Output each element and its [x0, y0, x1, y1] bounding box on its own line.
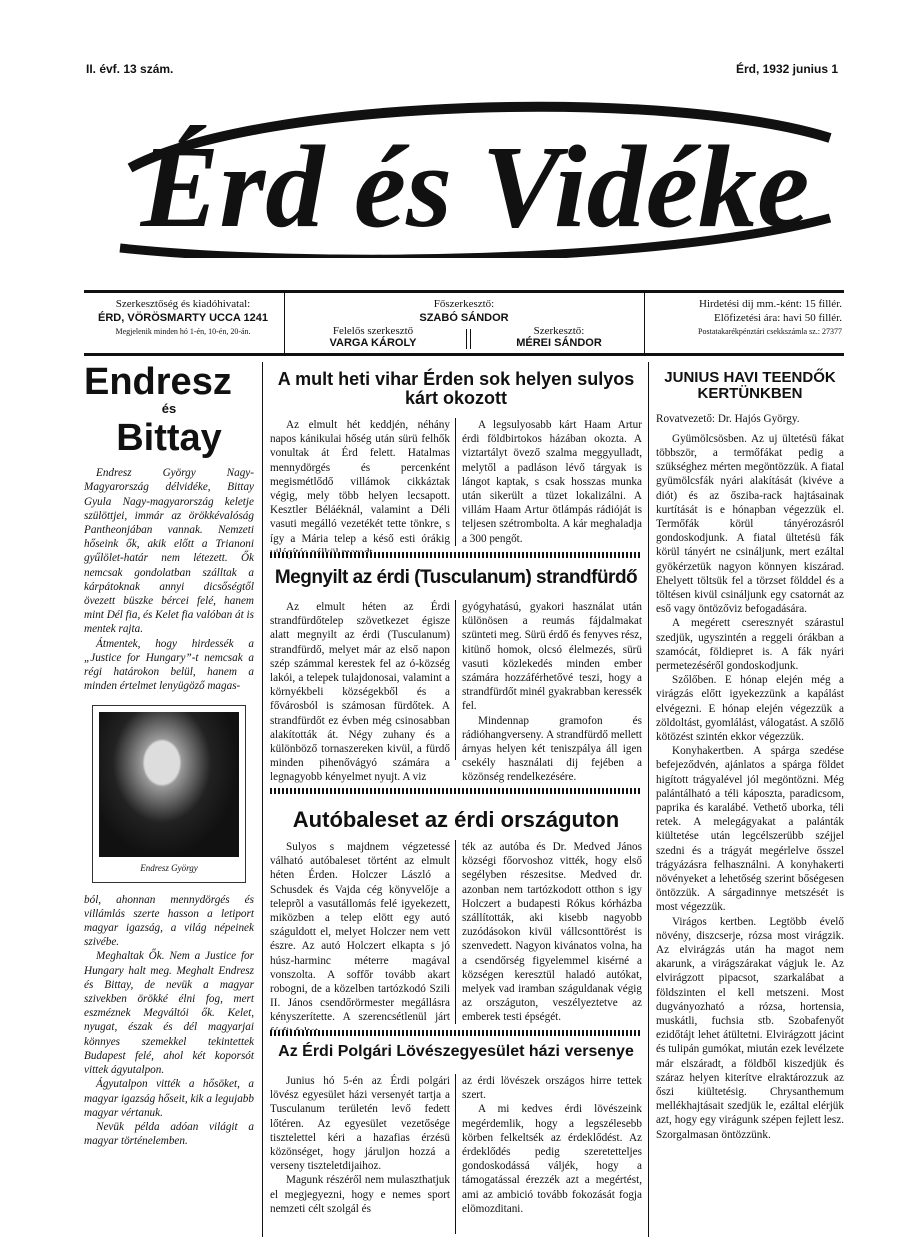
divider	[270, 552, 642, 558]
editor-name: MÉREI SÁNDOR	[516, 337, 602, 349]
photo-caption: Endresz György	[140, 863, 198, 874]
paragraph: Junius hó 5-én az Érdi polgári lövész egyesület házi versenyét tartja a Tusculanum területén levő fedett lőtéren. Az egyesület vezetősége tisztelettel kéri a hazafias érzésü közönséget, hogy járuljon hozzá a verseny tiszteletdijaihoz.	[270, 1075, 450, 1173]
headline-es: és	[161, 401, 177, 416]
paragraph: Endresz György Nagy-Magyarország délvidéke, Bittay Gyula Nagy-magyarország keletje szülöttjei, immár az örökkévalóság Pantheonjában vannak. Nemzeti hőseink ők, akik előtt a Trianoni gyűlölet-határ nem létezett. Ők nemcsak gondolatban szálltak a kárpátoknak annyi dicsőségtől övezett büszke bércei felé, hanem mint Dél fia, és Kelet fia valóban át is mentek rajta.	[84, 467, 254, 636]
article-strand-col2	[462, 600, 642, 785]
divider	[270, 788, 642, 794]
responsible-editor-label: Felelős szerkesztő	[332, 325, 414, 337]
paragraph: A megérett cseresznyét szárastul szedjük, ugyszintén a reggeli órákban a szamócát, földiepret is. A fák nyári permetezéséről gondoskodjunk.	[656, 617, 844, 672]
chief-editor-name: SZABÓ SÁNDOR	[419, 312, 509, 324]
column-endresz-bittay	[84, 362, 254, 1148]
headline-endresz: Endresz	[84, 361, 232, 403]
masthead-logo	[110, 98, 840, 258]
portrait-image	[99, 712, 239, 857]
office-label: Szerkesztőség és kiadóhivatal:	[115, 298, 251, 310]
paragraph: Virágos kertben. Legtöbb évelő növény, diszcserje, rózsa most virágzik. Az elvirágzás után ha magot nem akarunk, a virágszárakat vágjuk le. Az elvirágzott pipacsot, szarkalábat a földszinten el kell metszeni. Most dugványozható a rózsa, hortensia, muskátli, fuchsia stb. Szobafenyőt ezidőtájt lehet átültetni. Elvirágzott jácint és tulipán gumókat, miután ezek levélzete már elszáradt, a földből kiszedjük és száraz helyen kiterítve elraktározzuk az őszi kiültetésig. Chrysanthemum mellékhajtásait szedjük le, ezáltal elérjük azt, hogy egy virágunk szépen fejlett lesz. Szorgalmasan öntözzünk.	[656, 915, 844, 1141]
byline: Rovatvezető: Dr. Hajós György.	[656, 412, 800, 425]
column-kerti-teendok	[656, 362, 844, 1142]
paragraph: Átmentek, hogy hirdessék a „Justice for Hungary”-t nemcsak a régi határokon belül, hanem a minden értelmet lenyügöző magas-	[84, 637, 254, 693]
headline-kert: JUNIUS HAVI TEENDŐK KERTÜNKBEN	[664, 369, 836, 402]
article-auto-col1	[270, 840, 450, 1039]
paragraph: A legsulyosabb kárt Haam Artur érdi földbirtokos házában okozta. A viztartályt övező szalma meggyulladt, melytől a padláson lévő tárgyak is lángot kaptak, s csak hosszas munka után sikerült a tüzet lokalizálni. A villám Haam Artur ötlámpás rádióját is teljesen szétrombolta. A kár meghaladja a 300 pengőt.	[462, 419, 642, 545]
headline-vihar: A mult heti vihar Érden sok helyen sulyos kárt okozott	[277, 369, 635, 408]
chief-editor-label: Főszerkesztő:	[433, 298, 495, 310]
paragraph: Nevük példa adóan világit a magyar történelemben.	[84, 1120, 254, 1148]
issue-date: Érd, 1932 junius 1	[735, 62, 838, 76]
masthead	[110, 98, 840, 258]
article-vihar-col1	[270, 418, 450, 560]
paragraph: ték az autóba és Dr. Medved János községi főorvoshoz vitték, hogy első segélyben részesitse. Medved dr. azonban nem tartózkodott otthon s igy Holczert a budapesti Rókus kórházba szállították, aki kisebb nagyobb zuzódásokon kivül vállcsonttörést is szenvedett. Nagyon kivánatos volna, ha a csendőrség figyelemmel kisérné a községen keresztül haladó autókat, melyek vad iramban száguldanak végig az országuton, veszélyeztetve az emberek testi épségét.	[462, 841, 642, 1024]
issue-number: II. évf. 13 szám.	[86, 62, 174, 76]
article-lovesz-col2	[462, 1074, 642, 1216]
paragraph: Szőlőben. E hónap elején még a virágzás előtt igyekezzünk a kapálást elvégezni. E hónap elején végezzük a zöldoltást, gyomlálást, válogatást. A szőlő kötözést szintén ekkor végezzük.	[656, 674, 844, 743]
editor-label: Szerkesztő:	[533, 325, 585, 337]
paragraph: Sulyos s majdnem végzetessé válható autóbaleset történt az elmult héten Érden. Holczer László a Schusdek és Vajda cég könyvelője a teleprõl a vasutállomás felé igyekezett, miközben a telep elött egy autó száguldott el, melyet Holczer nem vett észre. Az autó Holczert elkapta s jó húsz-harminc méterre magával vonszolta. A soffőr tovább akart robogni, de a közelben tartózkodó Szili II. János csendőrörmester megállásra kényszerítette. A szerencsétlenül járt	[270, 841, 450, 1024]
headline-loveszegyesulet: Az Érdi Polgári Lövészegyesület házi versenye	[278, 1043, 634, 1060]
paragraph: Az elmult hét keddjén, néhány napos kánikulai hőség után sürü felhők vonultak át Érd felett. Hatalmas mennydörgés és percenként megismétlődő villámok cikkáztak végig, mely több helyen lecsapott. Kesztler Béláéknál, valamint a Déli vasuti megálló vezetékét tette tönkre, s így a Mária telep a késő esti órákig	[270, 419, 450, 545]
paragraph: Ágyutalpon vitték a hősöket, a magyar igazság hőseit, kik a legujabb magyar vértanuk.	[84, 1078, 254, 1119]
masthead-title: Érd és Vidéke	[140, 121, 810, 252]
paragraph: Konyhakertben. A spárga szedése befejeződvén, ajánlatos a spárga földet higított trágyalével jól megöntözni. Még palántálható a téli káposzta, paradicsom, paprika és karalábé. Vethető uborka, téli retek. A melegágyakat a palánták kiültetése után legcélszerübb széjjel szedni és a trágyát megérlelve ősszel trágyázásra felhasználni. A konyhakerti növényeket a lehetőség szerint bőségesen öntözzük. A sárgadinnye metszését is most végezzük.	[656, 745, 844, 914]
article-vihar-col2	[462, 418, 642, 546]
headline-autobaleset: Autóbaleset az érdi országuton	[292, 807, 620, 832]
paragraph: gyógyhatású, gyakori használat után különösen a reumás fájdalmakat szünteti meg. Sürü érdő és fenyves rész, kitünő homok, olcsó élelmezés, sürü vasuti közlekedés minden ember számára hozzáférhetővé teszi, hogy a strandfürdőt minél gyakrabban keressék fel.	[462, 601, 642, 713]
postal-account: Postatakarékpénztári csekkszámla sz.: 27377	[698, 327, 842, 336]
article-lovesz-col1	[270, 1074, 450, 1216]
portrait-photo	[92, 705, 246, 882]
issue-line	[86, 62, 838, 76]
paragraph: az érdi lövészek országos hirre tettek szert.	[462, 1075, 642, 1102]
divider	[270, 1030, 642, 1036]
headline-bittay: Bittay	[116, 417, 222, 460]
paragraph: Magunk részéről nem mulaszthatjuk el megjegyezni, hogy e nemes sport nemzeti célt szolgál és	[270, 1174, 450, 1215]
paragraph: Mindennap gramofon és rádióhangverseny. A strandfürdő mellett árnyas helyen két teniszpálya áll igen csekély használati dij fejében a közönség rendelkezésére.	[462, 714, 642, 784]
subscription-price: Előfizetési ára: havi 50 fillér.	[714, 312, 842, 324]
article-auto-col2	[462, 840, 642, 1025]
responsible-editor-name: VARGA KÁROLY	[329, 337, 417, 349]
paragraph: Gyümölcsösben. Az uj ültetésü fákat többször, a termőfákat pedig a szükséghez mérten megöntözzük. A fiatal gyümölcsfák nyári alakítását (kivéve a diót) és az ősziba-rack hajtásainak kurtítását is e hónapban végezzük el. Termőfák körül tányérozásról gondoskodjunk. A fiatal ültetésü fák körül tányért ne csináljunk, mert ezáltal gyökérzetük nagyon könnyen kiszárad. Ehelyett töltsük fel a törzset földdel és a töltésen kivül csináljunk egy csatornát az eső vagy öntözőviz befogadására.	[656, 432, 844, 616]
paragraph: ból, ahonnan mennydörgés és villámlás szerte hasson a letiport magyar igazság, a világ népeinek szivébe.	[84, 893, 254, 949]
page-body	[84, 362, 844, 1237]
article-strand-col1	[270, 600, 450, 785]
publication-schedule: Megjelenik minden hó 1-én, 10-én, 20-án.	[115, 327, 251, 336]
editorial-header	[84, 290, 844, 356]
paragraph: A mi kedves érdi lövészeink megérdemlik, hogy a legszélesebb körben felkeltsék az érdeklődést. Az érdeklődés pedig szeretetteljes gondoskodássá váljék, hogy a támogatással érezzék azt a megértést, ami az ambició tovább fokozását fogja elömozditani.	[462, 1103, 642, 1215]
paragraph: Meghaltak Ők. Nem a Justice for Hungary halt meg. Meghalt Endresz és Bittay, de nevük a magyar szivekben örökké élni fog, mert eszméznek Megváltói ők. Kelet, nyugat, észak és dél magyarjai könnyes szemekkel tekintettek Budapest felé, ahol két koporsót vittek ágyutalpon.	[84, 950, 254, 1077]
paragraph: Az elmult héten az Érdi strandfürdőtelep szövetkezet égisze alatt megnyilt az érdi (Tusculanum) strandfürdő, melyet már az első napon szép számmal kerestek fel az ó-község lakói, a telepek tulajdonosai, valamint a környékbeli községekből és a fővárosból is számosan fürdőtek. A strandfürdőt ez évben még csinosabban alakították át. Négy zuhany és a különböző tornaszereken kivül, a fürdő minden pihenővágyó számára a legnagyobb kényelmet nyujt. A viz	[270, 601, 450, 784]
headline-strandfurdo: Megnyilt az érdi (Tusculanum) strandfürdő	[274, 567, 638, 588]
office-address: ÉRD, VÖRÖSMARTY UCCA 1241	[98, 312, 268, 324]
ad-price: Hirdetési dij mm.-ként: 15 fillér.	[699, 298, 842, 310]
